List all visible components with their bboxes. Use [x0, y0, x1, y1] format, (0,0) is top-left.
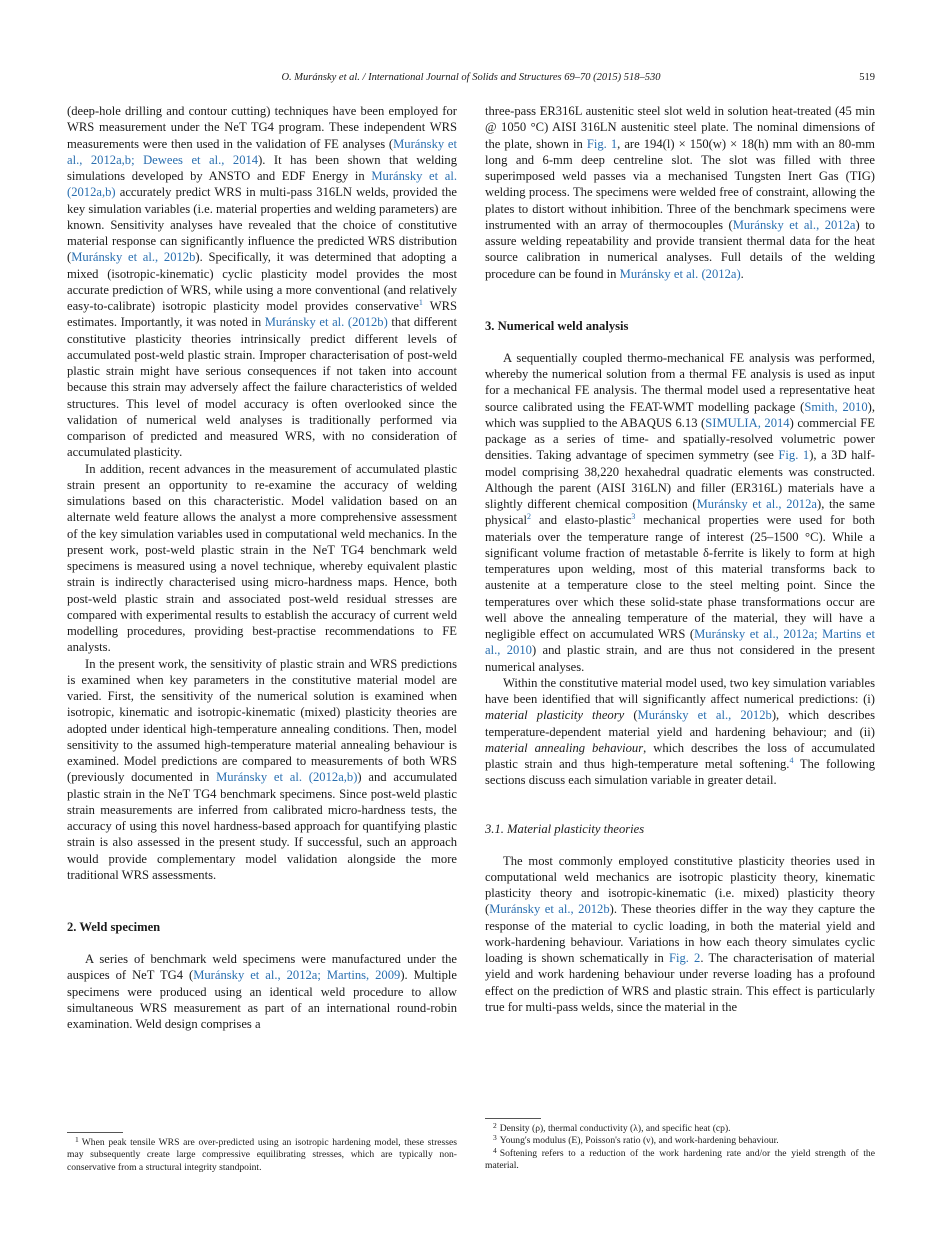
footnote-rule	[67, 1132, 123, 1133]
paragraph	[67, 656, 457, 884]
citation-link[interactable]: Muránsky et al., 2012a	[732, 217, 856, 232]
running-head	[67, 72, 875, 88]
text-run: ). Specifically, it was determined that adopting a mixed (isotropic-kinematic) cyclic plasticity model provides the most accurate prediction of WRS, while using a more conventional (and relatively easy-to-calibrate) isotropic plasticity model provides conservative	[67, 250, 457, 313]
text-run: mechanical properties were used for both materials over the temperature range of interest (25–1500 °C). While a significant volume fraction of metastable δ-ferrite is likely to form at high temperatures upon welding, most of this material transforms back to austenite at a temperature close to the steel melting point. Since the temperatures over which these solid-state phase transformations occur are well above the annealing temperature of the material, they will have a negligible effect on accumulated WRS (	[485, 513, 875, 641]
text-run: ), a 3D half-model comprising 38,220 hexahedral quadratic elements was constructed. Although the parent (AISI 316LN) and filler (ER316L) materials have a slightly different chemical composition (	[485, 448, 875, 511]
text-run: A sequentially coupled thermo-mechanical FE analysis was performed, whereby the numerical solution from a thermal FE analysis is used as input for a mechanical FE analysis. The thermal model used a representative heat source calibrated using the FEAT-WMT modelling package (	[485, 350, 875, 414]
text-run: three-pass ER316L austenitic steel slot weld in solution heat-treated (45 min @ 1050 °C) AISI 316LN austenitic steel plate. The nominal dimensions of the plate, shown in	[485, 104, 875, 151]
citation-link[interactable]: Muránsky et al., 2012b	[637, 708, 772, 723]
footnote-number: 2	[493, 1121, 497, 1130]
citation-link[interactable]: Muránsky et al., 2012a	[696, 497, 817, 511]
text-run: , which describes the loss of accumulated plastic strain and thus high-temperature metal softening.	[485, 740, 875, 771]
page-number: 519	[859, 72, 875, 83]
footnotes-left	[67, 1132, 457, 1174]
citation-link[interactable]: Muránsky et al. (2012a)	[619, 266, 741, 281]
right-column	[485, 103, 875, 1015]
paragraph	[485, 103, 875, 282]
text-run: (	[624, 708, 638, 723]
text-run: ). These theories differ in the way they capture the response of the material to cyclic loading, in both the material yield and work-hardening behaviour. Variations in how each theory simulates cyclic loading is shown schematically in	[485, 902, 875, 965]
citation-link[interactable]: Muránsky et al., 2012b	[489, 902, 610, 917]
left-column	[67, 103, 457, 1032]
text-run: ), the same physical	[485, 497, 875, 528]
emphasis: material plasticity theory	[485, 708, 625, 723]
text-run: ) and accumulated plastic strain in the NeT TG4 benchmark specimens. Since post-weld plastic strain measurements are inferred from calibrated micro-hardness tests, the accuracy of using this novel hardness-based approach for quantifying plastic strain is also assessed in the present study. If successful, such an approach would provide complementary model validation alongside the more traditional WRS assessments.	[67, 770, 457, 882]
paragraph	[485, 853, 875, 1016]
section-heading: 3. Numerical weld analysis	[485, 318, 629, 333]
citation-link[interactable]: Fig. 1	[778, 448, 810, 463]
citation-link[interactable]: Fig. 2	[668, 951, 701, 965]
footnote-text: Young's modulus (E), Poisson's ratio (ν), and work-hardening behaviour.	[499, 1135, 779, 1147]
citation-link[interactable]: Muránsky et al. (2012a,b)	[216, 770, 358, 785]
text-run: Within the constitutive material model used, two key simulation variables have been identified that will significantly affect numerical predictions: (i)	[485, 675, 875, 706]
footnote-marker[interactable]: 3	[631, 512, 636, 522]
text-run: In the present work, the sensitivity of plastic strain and WRS predictions is examined when key parameters in the constitutive material model are varied. First, the sensitivity of the numerical solution is examined when isotropic, kinematic and isotropic-kinematic (mixed) plasticity theories are adopted under identical high-temperature annealing conditions. Then, model sensitivity to the assumed high-temperature material annealing behaviour is examined. Model predictions are compared to measurements of both WRS (previously documented in	[67, 656, 457, 785]
citation-link[interactable]: Muránsky et al., 2012a,b; Dewees et al., 2014	[67, 136, 457, 167]
footnote-rule	[485, 1118, 541, 1119]
citation-link[interactable]: Fig. 1	[586, 136, 618, 151]
footnote-marker[interactable]: 2	[526, 512, 531, 522]
footnote	[67, 1137, 457, 1174]
footnote-marker[interactable]: 4	[789, 756, 794, 765]
text-run: ), which describes temperature-dependent material yield and hardening behaviour; and (ii)	[485, 708, 875, 739]
footnote-number: 3	[493, 1133, 497, 1143]
text-run: The most commonly employed constitutive plasticity theories used in computational weld mechanics are isotropic plasticity theory, kinematic plasticity theory and isotropic-kinematic (i.e. mixed) plasticity theory (	[485, 853, 875, 917]
text-run: that different constitutive plasticity theories intrinsically predict different levels of accumulated post-weld plastic strain. Improper characterisation of post-weld plastic strain might have serious consequences if not taken into account because this strain may adversely affect the failure characteristics of welded structures. This level of model accuracy is often overlooked since the validation of numerical weld analyses is traditionally performed via comparison of predicted and measured WRS, with no consideration of accumulated plasticity.	[67, 315, 457, 460]
citation-link[interactable]: Muránsky et al., 2012a; Martins, 2009	[193, 968, 401, 983]
text-run: In addition, recent advances in the measurement of accumulated plastic strain present an opportunity to re-examine the accuracy of welding simulations based on this characteristic. Model validation based on an alternate weld feature allows the analyst a more comprehensive assessment of the key simulation variables used in computational weld mechanics. In the present work, post-weld plastic strain in the NeT TG4 benchmark weld specimens is measured using a novel technique, whereby equivalent plastic strain is indirectly characterised using micro-hardness maps. Hence, both post-weld plastic strain and associated post-weld residual stresses are compared with experimental results to establish the accuracy of current weld modelling procedures, providing best-practise recommendations to FE analysts.	[67, 461, 457, 655]
text-run: ) to assure welding repeatability and provide transient thermal data for the heat source calibration in numerical analyses. Full details of the welding procedure can be found in	[485, 217, 875, 281]
running-title: O. Muránsky et al. / International Journal of Solids and Structures 69–70 (2015) 518–530	[281, 72, 661, 83]
footnote-marker[interactable]: 1	[418, 298, 423, 307]
footnote-list	[67, 1137, 457, 1174]
citation-link[interactable]: Muránsky et al. (2012a,b)	[67, 169, 457, 200]
paragraph	[67, 461, 457, 656]
text-run: .	[740, 266, 744, 281]
citation-link[interactable]: SIMULIA, 2014	[705, 415, 790, 430]
footnote-text: Density (ρ), thermal conductivity (λ), and specific heat (cp).	[499, 1123, 731, 1134]
paragraph	[485, 350, 875, 675]
footnote	[485, 1135, 875, 1147]
subsection-heading: 3.1. Material plasticity theories	[485, 821, 645, 836]
paragraph	[67, 103, 457, 461]
footnote	[485, 1145, 875, 1173]
footnote	[485, 1123, 875, 1135]
text-run: accurately predict WRS in multi-pass 316LN welds, provided the key simulation variables (i.e. material properties and welding parameters) are known. Sensitivity analyses have revealed that the choice of constitutive material response can significantly influence the predicted WRS distribution (	[67, 185, 457, 265]
text-run: . The characterisation of material yield and work hardening behaviour under reverse loading has a profound effect on the prediction of WRS and plastic strain. This effect is particularly true for multi-pass welds, since the material in the	[485, 951, 875, 1014]
citation-link[interactable]: Smith, 2010	[804, 399, 868, 414]
text-run: The following sections discuss each simulation variable in greater detail.	[485, 757, 875, 788]
paragraph	[67, 951, 457, 1032]
emphasis: material annealing behaviour	[485, 740, 644, 755]
footnote-number: 1	[75, 1135, 79, 1144]
paragraph	[485, 675, 875, 789]
text-run: , are 194(l) × 150(w) × 18(h) mm with an 80-mm long and 6-mm deep centreline slot. The slot was filled with three superimposed weld passes via a mechanised Tungsten Inert Gas (TIG) welding process. The specimens were welded free of constraint, allowing the plates to distort without inhibition. Three of the benchmark specimens were instrumented with an array of thermocouples (	[485, 136, 875, 232]
footnote-list	[485, 1123, 875, 1173]
text-run: A series of benchmark weld specimens were manufactured under the auspices of NeT TG4 (	[67, 952, 457, 983]
footnote-number: 4	[493, 1145, 497, 1155]
citation-link[interactable]: Muránsky et al., 2012a; Martins et al., 2010	[485, 627, 875, 658]
text-run: ). It has been shown that welding simulations developed by ANSTO and EDF Energy in	[67, 152, 457, 183]
text-run: WRS estimates. Importantly, it was noted in	[67, 299, 458, 330]
text-run: ), which was supplied to the ABAQUS 6.13 (	[485, 399, 875, 430]
text-run: ) and plastic strain, and are thus not considered in the present numerical analyses.	[485, 643, 875, 674]
footnote-text: Softening refers to a reduction of the work hardening rate and/or the yield strength of the material.	[485, 1147, 875, 1172]
citation-link[interactable]: Muránsky et al., 2012b	[71, 250, 196, 265]
text-run: and elasto-plastic	[530, 513, 632, 528]
text-run: (deep-hole drilling and contour cutting) techniques have been employed for WRS measurement under the NeT TG4 program. These independent WRS measurements were then used in the validation of FE analyses (	[67, 104, 457, 151]
section-heading: 2. Weld specimen	[67, 920, 161, 934]
footnote-text: When peak tensile WRS are over-predicted using an isotropic hardening model, these stresses may subsequently create large compressive equilibrating stresses, which are typically non-conservative from a structural integrity standpoint.	[67, 1137, 457, 1173]
text-run: ). Multiple specimens were produced using an identical weld procedure to allow simultaneous WRS measurement as part of an international round-robin examination. Weld design comprises a	[67, 968, 457, 1031]
text-run: ) commercial FE package as a series of time- and spatially-resolved volumetric power densities. Taking advantage of specimen symmetry (see	[485, 415, 875, 463]
footnotes-right	[485, 1118, 875, 1173]
citation-link[interactable]: Muránsky et al. (2012b)	[264, 315, 388, 330]
